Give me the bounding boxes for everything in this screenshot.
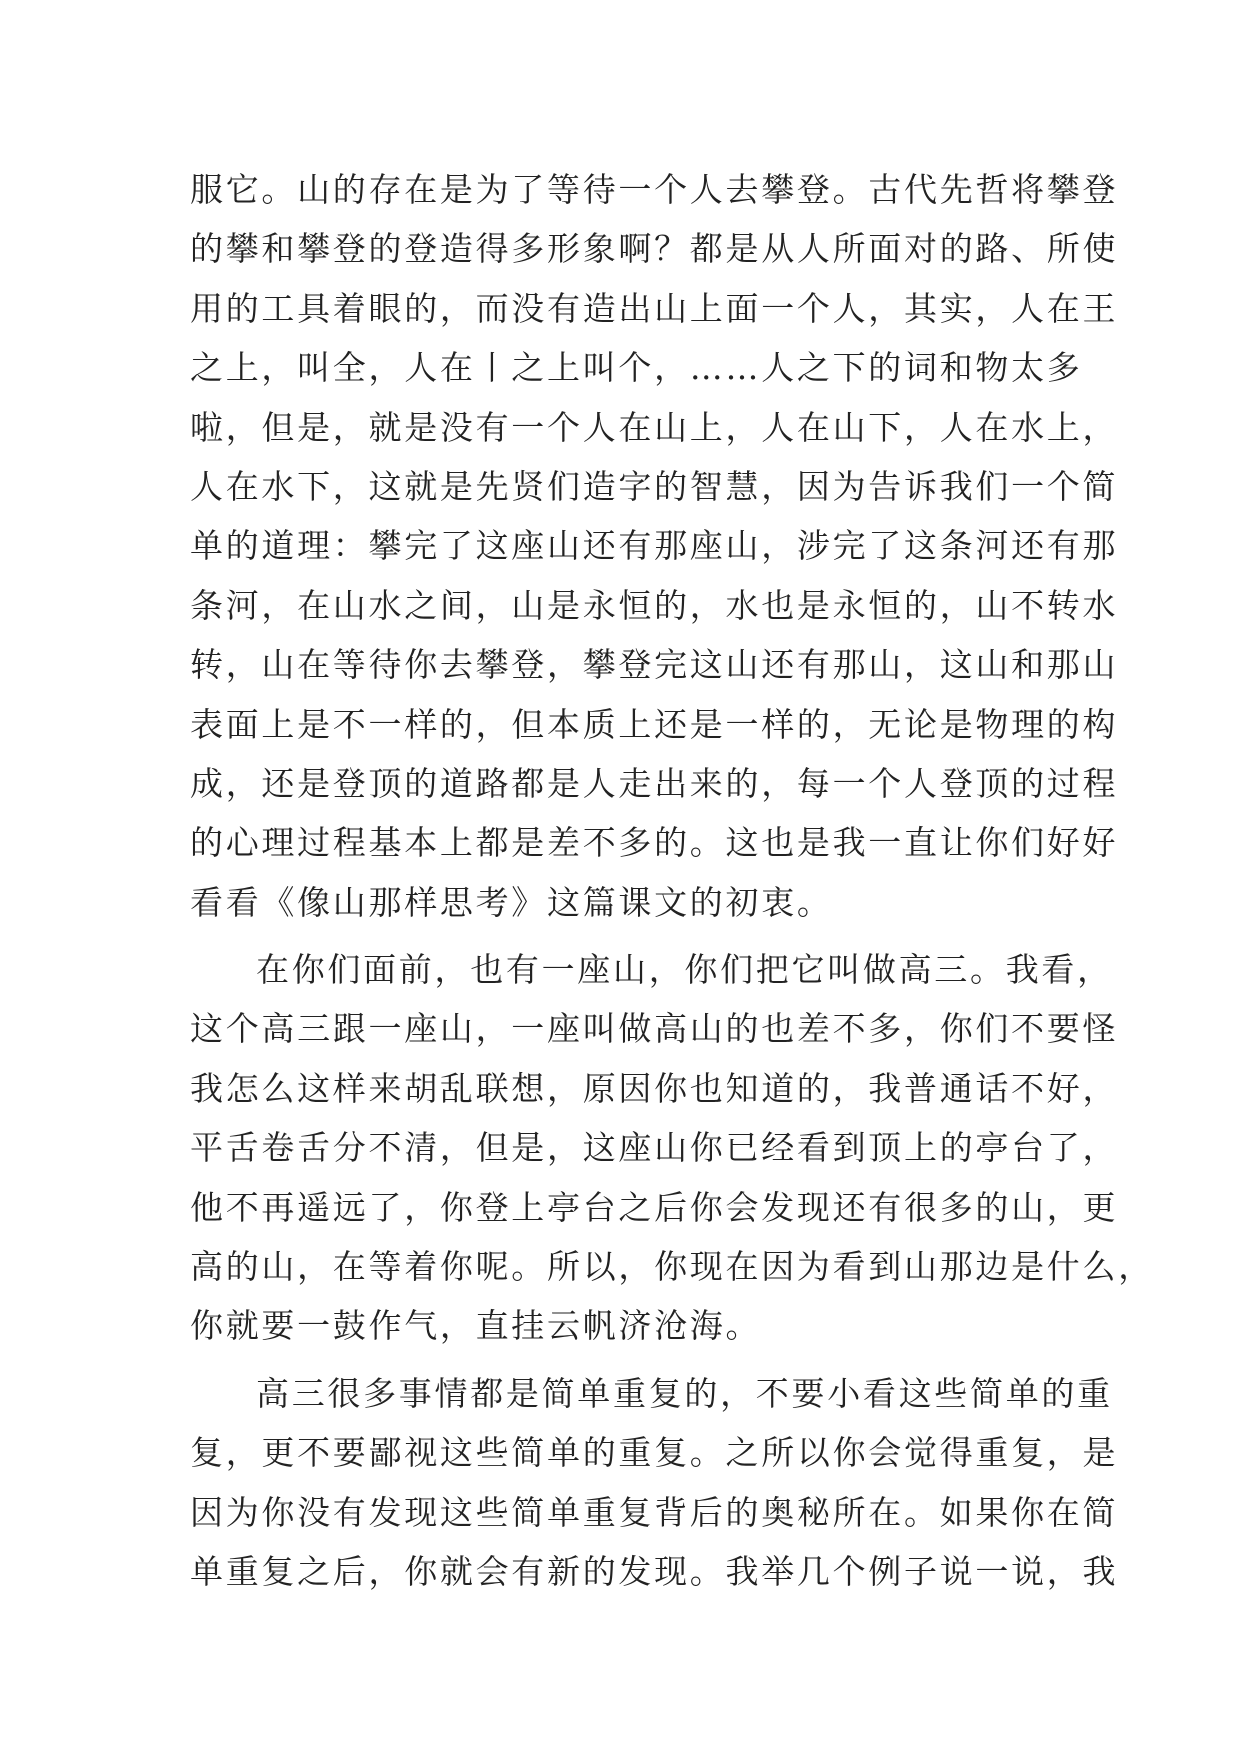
paragraph-gap (190, 932, 1070, 940)
text-line: 用的工具着眼的，而没有造出山上面一个人，其实，人在王 (190, 288, 1119, 328)
paragraph-gap (190, 1356, 1070, 1364)
text-line: 高三很多事情都是简单重复的，不要小看这些简单的重 (256, 1373, 1113, 1413)
text-line: 单的道理：攀完了这座山还有那座山，涉完了这条河还有那 (190, 526, 1119, 566)
text-line: 复，更不要鄙视这些简单的重复。之所以你会觉得重复，是 (190, 1433, 1119, 1473)
paragraph-2 (190, 940, 1154, 1356)
text-line: 这个高三跟一座山，一座叫做高山的也差不多，你们不要怪 (190, 1009, 1119, 1049)
text-line: 条河，在山水之间，山是永恒的，水也是永恒的，山不转水 (190, 585, 1119, 625)
text-line: 高的山，在等着你呢。所以，你现在因为看到山那边是什么， (190, 1247, 1154, 1287)
text-line: 成，还是登顶的道路都是人走出来的，每一个人登顶的过程 (190, 763, 1119, 803)
text-line: 之上，叫全，人在丨之上叫个，……人之下的词和物太多 (190, 348, 1083, 388)
paragraph-1 (190, 160, 1119, 932)
text-line: 啦，但是，就是没有一个人在山上，人在山下，人在水上， (190, 407, 1119, 447)
text-line: 单重复之后，你就会有新的发现。我举几个例子说一说，我 (190, 1551, 1119, 1591)
text-line: 他不再遥远了，你登上亭台之后你会发现还有很多的山，更 (190, 1187, 1119, 1227)
text-line: 的攀和攀登的登造得多形象啊？都是从人所面对的路、所使 (190, 229, 1119, 269)
text-line: 服它。山的存在是为了等待一个人去攀登。古代先哲将攀登 (190, 170, 1119, 209)
text-line: 在你们面前，也有一座山，你们把它叫做高三。我看， (256, 950, 1113, 990)
text-line: 你就要一鼓作气，直挂云帆济沧海。 (190, 1306, 762, 1346)
body-text (190, 160, 1154, 1601)
text-line: 看看《像山那样思考》这篇课文的初衷。 (190, 882, 833, 922)
text-line: 转，山在等待你去攀登，攀登完这山还有那山，这山和那山 (190, 645, 1119, 685)
text-line: 我怎么这样来胡乱联想，原因你也知道的，我普通话不好， (190, 1068, 1119, 1108)
text-line: 人在水下，这就是先贤们造字的智慧，因为告诉我们一个简 (190, 466, 1119, 506)
text-line: 的心理过程基本上都是差不多的。这也是我一直让你们好好 (190, 823, 1119, 863)
text-line: 平舌卷舌分不清，但是，这座山你已经看到顶上的亭台了， (190, 1128, 1119, 1168)
paragraph-3 (190, 1364, 1119, 1602)
text-line: 表面上是不一样的，但本质上还是一样的，无论是物理的构 (190, 704, 1119, 744)
text-line: 因为你没有发现这些简单重复背后的奥秘所在。如果你在简 (190, 1492, 1119, 1532)
